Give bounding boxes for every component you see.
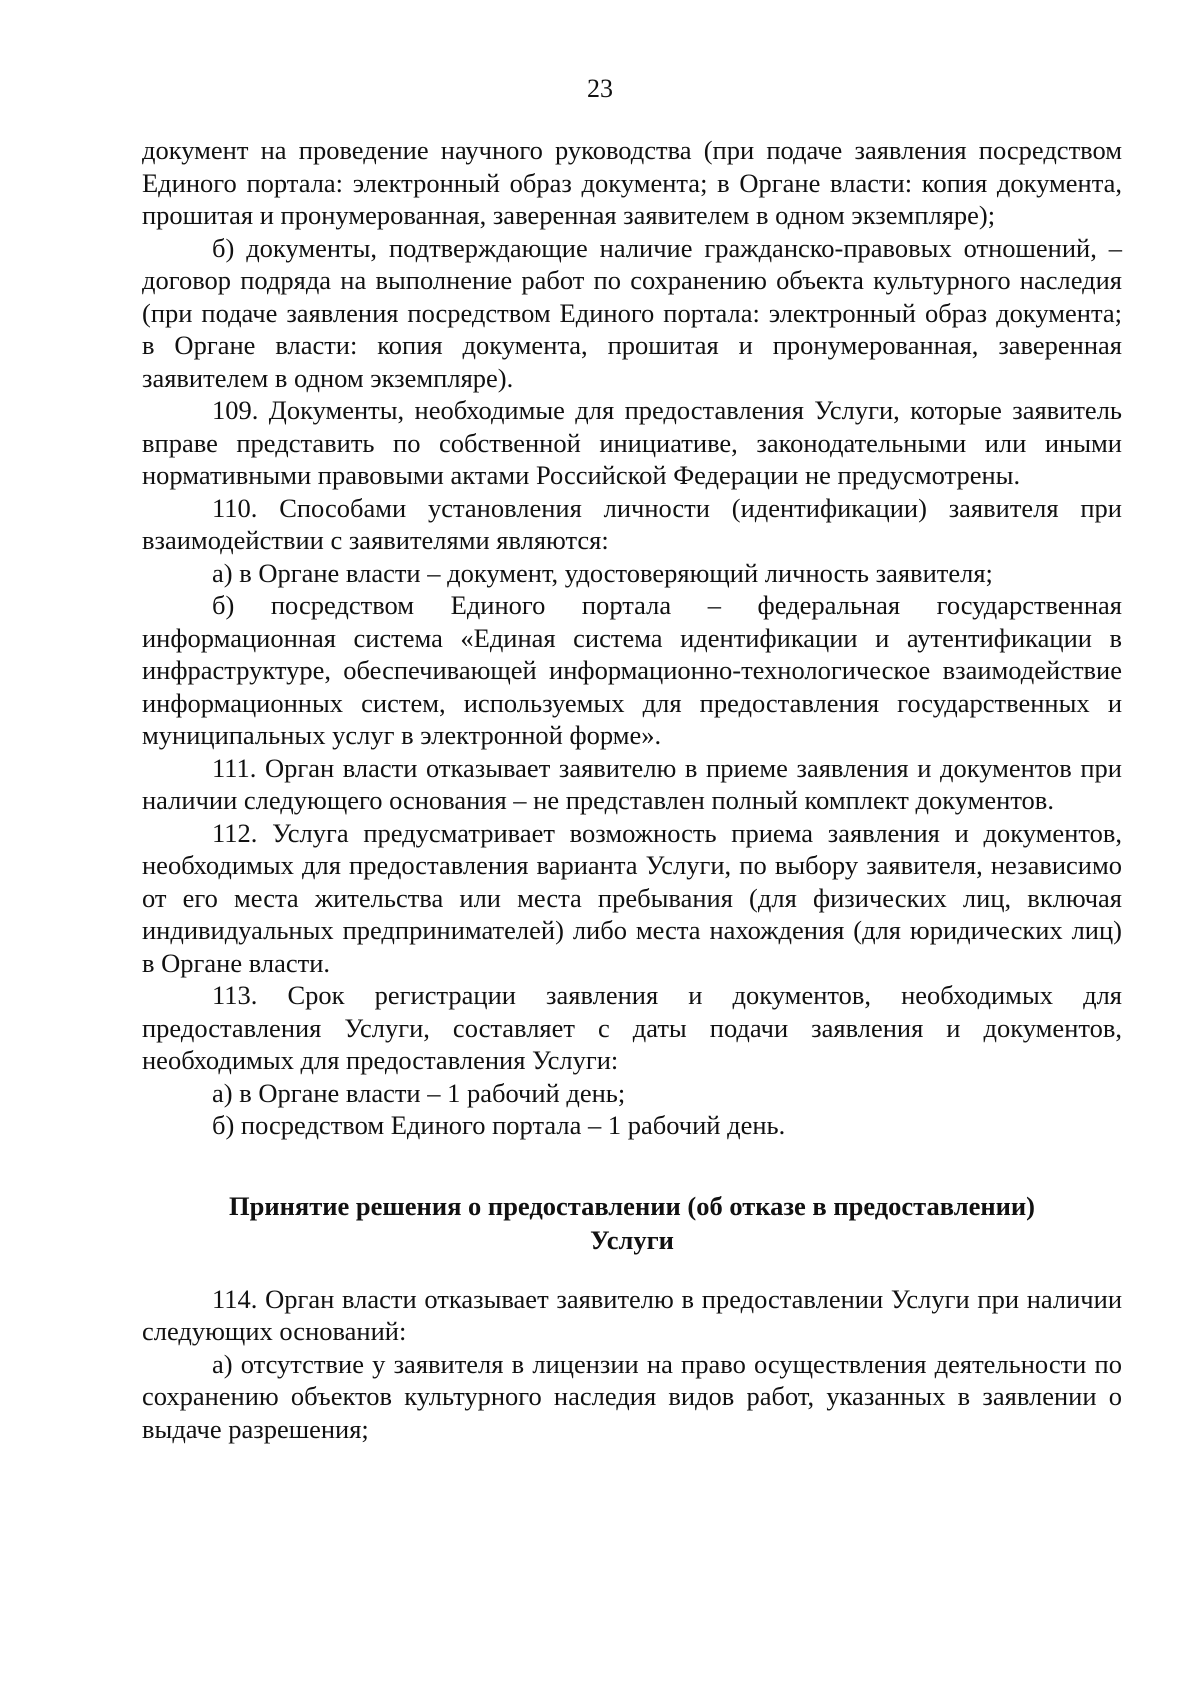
- paragraph: документ на проведение научного руководства (при подаче заявления посредством Единого портала: электронный образ документа; в Органе власти: копия документа, прошитая и пронумерованная, заверенная заявителем в одном экземпляре);: [142, 135, 1122, 230]
- paragraph: б) посредством Единого портала – 1 рабочий день.: [212, 1110, 786, 1140]
- section-heading-line: Принятие решения о предоставлении (об отказе в предоставлении): [229, 1190, 1035, 1221]
- paragraph: 110. Способами установления личности (идентификации) заявителя при взаимодействии с заявителями являются:: [142, 492, 1122, 555]
- paragraph: а) отсутствие у заявителя в лицензии на право осуществления деятельности по сохранению объектов культурного наследия видов работ, указанных в заявлении о выдаче разрешения;: [142, 1348, 1122, 1444]
- paragraph: 112. Услуга предусматривает возможность приема заявления и документов, необходимых для предоставления варианта Услуги, по выбору заявителя, независимо от его места жительства или места пребывания (для физических лиц, включая индивидуальных предпринимателей) либо места нахождения (для юридических лиц) в Органе власти.: [142, 817, 1122, 978]
- section-before-heading: [142, 134, 1122, 1142]
- paragraph: б) документы, подтверждающие наличие гражданско-правовых отношений, – договор подряда на выполнение работ по сохранению объекта культурного наследия (при подаче заявления посредством Единого портала: электронный образ документа; в Органе власти: копия документа, прошитая и пронумерованная, заверенная заявителем в одном экземпляре).: [142, 232, 1122, 393]
- paragraph: б) посредством Единого портала – федеральная государственная информационная система «Единая система идентификации и аутентификации в инфраструктуре, обеспечивающей информационно-технологическое взаимодействие информационных систем, используемых для предоставления государственных и муниципальных услуг в электронной форме».: [142, 590, 1122, 750]
- paragraph: 113. Срок регистрации заявления и документов, необходимых для предоставления Услуги, составляет с даты подачи заявления и документов, необходимых для предоставления Услуги:: [142, 980, 1122, 1075]
- paragraph: а) в Органе власти – документ, удостоверяющий личность заявителя;: [212, 557, 993, 588]
- section-heading-line: Услуги: [590, 1224, 674, 1255]
- paragraph: а) в Органе власти – 1 рабочий день;: [212, 1077, 626, 1108]
- paragraph: 111. Орган власти отказывает заявителю в приеме заявления и документов при наличии следующего основания – не представлен полный комплект документов.: [142, 752, 1122, 815]
- section-heading: [142, 1189, 1122, 1257]
- document-body: [142, 134, 1122, 1445]
- page-number: 23: [587, 74, 613, 103]
- paragraph: 109. Документы, необходимые для предоставления Услуги, которые заявитель вправе представить по собственной инициативе, законодательными или иными нормативными правовыми актами Российской Федерации не предусмотрены.: [142, 395, 1122, 490]
- paragraph: 114. Орган власти отказывает заявителю в предоставлении Услуги при наличии следующих оснований:: [142, 1283, 1122, 1346]
- section-after-heading: [142, 1283, 1122, 1446]
